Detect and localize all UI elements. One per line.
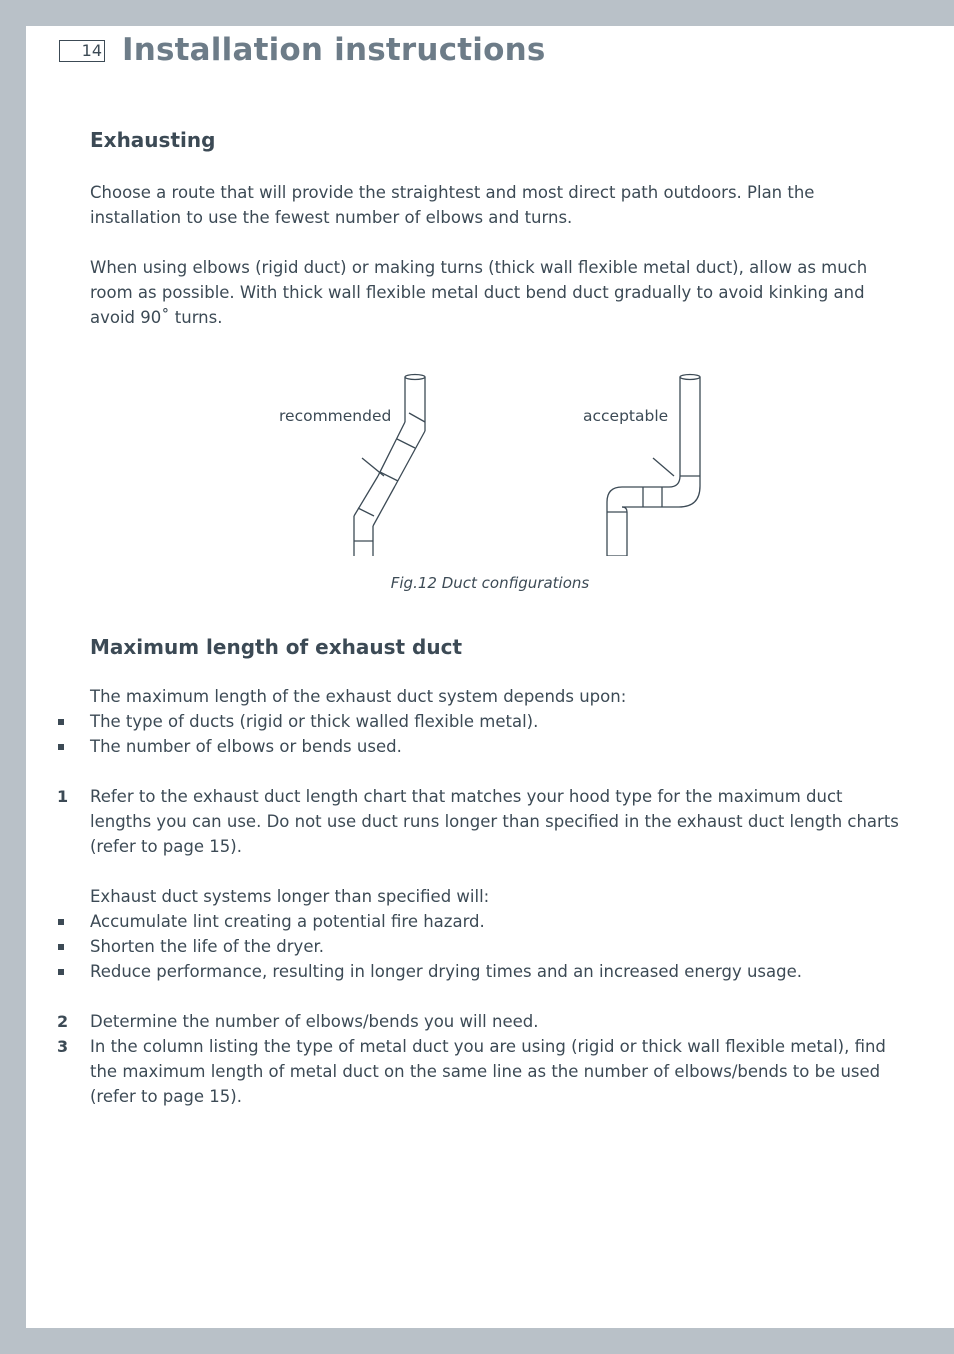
manual-page <box>26 26 954 1328</box>
list-item-text: Shorten the life of the dryer. <box>90 937 324 956</box>
list-item <box>90 934 900 959</box>
step-text: Determine the number of elbows/bends you will need. <box>90 1012 539 1031</box>
step-text: In the column listing the type of metal duct you are using (rigid or thick wall flexible metal), find the maximum length of metal duct on the same line as the number of elbows/bends to be used (refer to page 15). <box>90 1037 886 1106</box>
list-item-text: The type of ducts (rigid or thick walled flexible metal). <box>90 712 539 731</box>
bullet-marker <box>58 919 64 925</box>
acceptable-duct-drawing <box>607 375 700 557</box>
exhausting-paragraph-1: Choose a route that will provide the straightest and most direct path outdoors. Plan the installation to use the fewest number of elbows and turns. <box>90 183 815 227</box>
list-item <box>90 734 900 759</box>
recommended-duct-drawing <box>354 375 425 557</box>
label-acceptable: acceptable <box>583 407 669 425</box>
bullet-marker <box>58 744 64 750</box>
bullet-marker <box>58 719 64 725</box>
page-title: Installation instructions <box>122 32 546 68</box>
bullet-marker <box>58 969 64 975</box>
page-number: 14 <box>59 40 105 62</box>
max-length-intro: The maximum length of the exhaust duct system depends upon: <box>90 687 627 706</box>
step-text: Refer to the exhaust duct length chart that matches your hood type for the maximum duct lengths you can use. Do not use duct runs longer than specified in the exhaust duct length charts (refer to page 15). <box>90 787 899 856</box>
list-item <box>90 909 900 934</box>
step-number: 2 <box>57 1012 69 1031</box>
figure-caption: Fig.12 Duct configurations <box>390 574 590 592</box>
list-item-text: Reduce performance, resulting in longer drying times and an increased energy usage. <box>90 962 802 981</box>
section-heading-max-length: Maximum length of exhaust duct <box>90 635 463 659</box>
step-2 <box>57 1009 900 1034</box>
step-1 <box>57 784 900 859</box>
step-number: 3 <box>57 1037 69 1056</box>
bullet-marker <box>58 944 64 950</box>
step-number: 1 <box>57 787 69 806</box>
exhausting-paragraph-2: When using elbows (rigid duct) or making turns (thick wall flexible metal duct), allow as much room as possible. With thick wall flexible metal duct bend duct gradually to avoid kinking and avoid 90˚ turns. <box>90 258 868 327</box>
list-item-text: The number of elbows or bends used. <box>90 737 402 756</box>
duct-drawings <box>276 366 716 556</box>
list-item-text: Accumulate lint creating a potential fire hazard. <box>90 912 485 931</box>
max-length-intro-2: Exhaust duct systems longer than specified will: <box>90 887 490 906</box>
list-item <box>90 959 900 984</box>
label-recommended: recommended <box>279 407 392 425</box>
duct-configuration-figure <box>276 366 716 556</box>
step-3 <box>57 1034 910 1109</box>
section-heading-exhausting: Exhausting <box>90 128 216 152</box>
list-item <box>90 709 900 734</box>
